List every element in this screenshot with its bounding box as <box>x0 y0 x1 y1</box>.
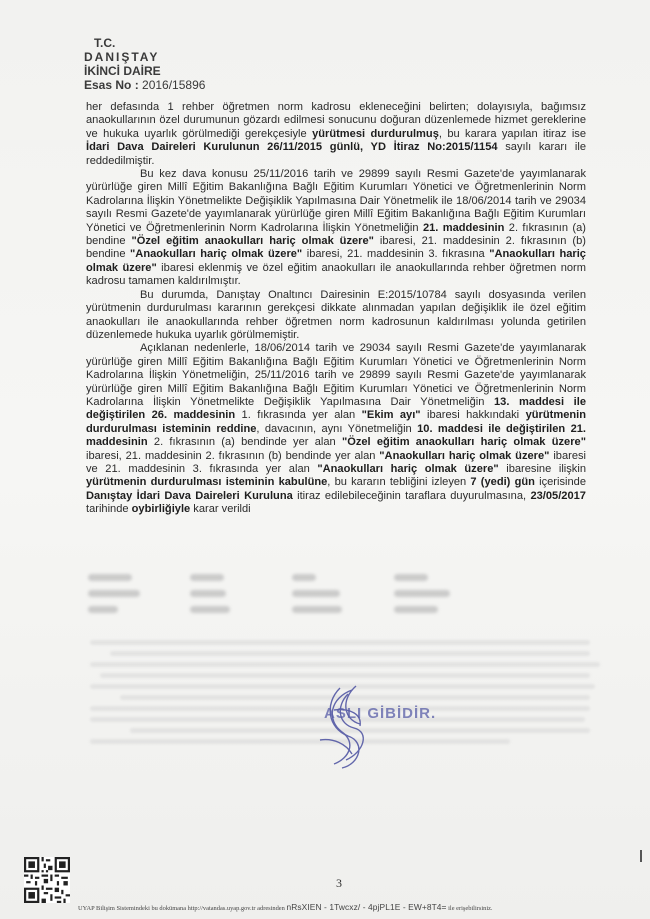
bold-phrase: Danıştay İdari Dava Daireleri Kuruluna <box>86 489 293 502</box>
text-run: ibaresi, 21. maddesinin 2. fıkrasının (b) bendinde yer alan <box>86 449 380 462</box>
text-run: içerisinde <box>534 476 586 489</box>
bold-phrase: "Ekim ayı" <box>361 409 421 422</box>
footer-verification-code: nRsXIEN - 1Twcxz/ - 4pjPL1E - EW+8T4= <box>286 902 447 912</box>
redacted-signature-block <box>88 572 468 622</box>
text-run: 1. fıkrasında yer alan <box>235 409 362 422</box>
text-run: Bu durumda, Danıştay Onaltıncı Dairesinin E:2015/10784 sayılı dosyasında verilen yürütmenin durdurulması kararının gerekçesi dikkate alınmadan yapılan değişiklik ile özel eğitim anaokulları ile anaokullarında rehber öğretmen norm kadrosunun kaldırılması yolunda getirilen düzenlemede hukuka uyarlık görülmemiştir. <box>86 288 586 341</box>
text-run: ibaresi ve 21. maddesinin 3. fıkrasında yer alan <box>86 449 586 475</box>
text-run: itiraz edilebileceğinin taraflara duyurulmasına, <box>292 489 531 502</box>
text-run: , davacının, aynı Yönetmeliğin <box>256 422 418 435</box>
bold-phrase: 23/05/2017 <box>530 489 586 502</box>
text-run: Açıklanan nedenlerle, 18/06/2014 tarih ve 29034 sayılı Resmi Gazete'de yayımlanarak yürürlüğe giren Millî Eğitim Bakanlığına Bağlı Eğitim Kurumları Yönetici ve Öğretmenlerinin Norm Kadrolarına İlişkin Yönetmeliğin, 25/11/2016 tarih ve 29899 sayılı Resmi Gazete'de yayımlanarak yürürlüğe giren Millî Eğitim Bakanlığına Bağlı Eğitim Kurumları Yönetici ve Öğretmenlerinin Norm Kadrolarına İlişkin Yönetmelikte Değişiklik Yapılmasına Dair Yönetmeliğin <box>86 342 586 408</box>
certified-copy-stamp <box>290 680 437 770</box>
text-run: 2. fıkrasının (a) bendine <box>86 221 586 248</box>
bold-phrase: "Anaokulları hariç olmak üzere" <box>317 462 499 475</box>
bold-phrase: 21. maddesinin <box>422 221 505 234</box>
page-number: 3 <box>336 876 342 890</box>
bold-phrase: yürütmesi durdurulmuş <box>312 127 439 140</box>
text-run: sayılı kararı ile reddedilmiştir. <box>86 141 586 167</box>
header-chamber: İKİNCİ DAİRE <box>84 64 161 78</box>
bold-phrase: "Özel eğitim anaokulları hariç olmak üzere" <box>131 235 374 248</box>
bold-phrase: "Özel eğitim anaokulları hariç olmak üzere" <box>341 436 586 449</box>
text-run: karar verildi <box>190 503 251 516</box>
footer-suffix: ile erişebilirsiniz. <box>448 905 493 912</box>
text-run: ibaresi, 21. maddesinin 2. fıkrasının (b) bendine <box>86 235 586 261</box>
case-number-value: 2016/15896 <box>142 78 206 92</box>
text-run: ibaresi, 21. maddesinin 3. fıkrasına <box>302 248 490 261</box>
bold-phrase: 10. maddesi ile değiştirilen 21. maddesinin <box>86 422 586 449</box>
text-run: her defasında 1 rehber öğretmen norm kadrosu ekleneceğini belirten; dolayısıyla, bağımsız anaokullarının özel durumunun gözardı edilmesi sonucunu doğuran düzenlemede hizmet gereklerine ve hukuka uyarlık görülmediği gerekçesiyle <box>86 101 586 140</box>
footer-text: UYAP Bilişim Sistemindeki bu dokümana http://vatandas.uyap.gov.tr adresinden <box>78 905 285 912</box>
bold-phrase: yürütmenin durdurulması isteminin kabulüne <box>86 476 328 489</box>
decision-paragraph <box>86 289 586 343</box>
qr-code <box>24 857 70 903</box>
uyap-footer <box>78 902 493 912</box>
header-tc: T.C. <box>94 36 116 50</box>
text-run: ibaresine ilişkin <box>498 462 586 475</box>
stamp-text: ASLI GİBİDİR. <box>324 705 437 722</box>
text-run: 2. fıkrasının (a) bendinde yer alan <box>147 436 342 449</box>
bold-phrase: "Anaokulları hariç olmak üzere" <box>86 248 586 274</box>
text-run: ibaresi hakkındaki <box>420 409 526 422</box>
bold-phrase: oybirliğiyle <box>131 503 191 516</box>
bold-phrase: 7 (yedi) gün <box>470 476 535 489</box>
decision-paragraph <box>86 101 586 168</box>
text-run: tarihinde <box>86 503 132 516</box>
case-number-label: Esas No : <box>84 78 139 92</box>
decision-body <box>86 101 586 517</box>
bold-phrase: 13. maddesi ile değiştirilen 26. maddesinin <box>86 395 586 422</box>
text-run: Bu kez dava konusu 25/11/2016 tarih ve 29899 sayılı Resmi Gazete'de yayımlanarak yürürlüğe giren Millî Eğitim Bakanlığına Bağlı Eğitim Kurumları Yönetici ve Öğretmenlerinin Norm Kadrolarına İlişkin Yönetmelikte Değişiklik Yapılmasına Dair Yönetmelik ile 18/06/2014 tarih ve 29034 sayılı Resmi Gazete'de yayımlanarak yürürlüğe giren Millî Eğitim Bakanlığına Bağlı Eğitim Kurumları Yönetici ve Öğretmenlerinin Norm Kadrolarına İlişkin Yönetmeliğin <box>86 168 586 234</box>
text-run: , bu karara yapılan itiraz ise <box>438 127 586 140</box>
bold-phrase: "Anaokulları hariç olmak üzere" <box>130 248 303 261</box>
scan-edge-mark <box>640 850 642 862</box>
bold-phrase: İdari Dava Daireleri Kurulunun 26/11/2015 günlü, YD İtiraz No:2015/1154 <box>86 141 498 154</box>
text-run: ibaresi eklenmiş ve özel eğitim anaokulları ile anaokullarında rehber öğretmen norm kadrosu tamamen kaldırılmıştır. <box>86 261 586 288</box>
header-case-number <box>84 78 205 92</box>
court-header <box>84 36 205 92</box>
bold-phrase: yürütmenin durdurulması isteminin reddine <box>86 409 586 435</box>
bold-phrase: "Anaokulları hariç olmak üzere" <box>379 449 550 462</box>
decision-paragraph <box>86 342 586 516</box>
header-court-name: DANIŞTAY <box>84 50 160 64</box>
text-run: , bu kararın tebliğini izleyen <box>327 476 471 489</box>
decision-paragraph <box>86 168 586 289</box>
